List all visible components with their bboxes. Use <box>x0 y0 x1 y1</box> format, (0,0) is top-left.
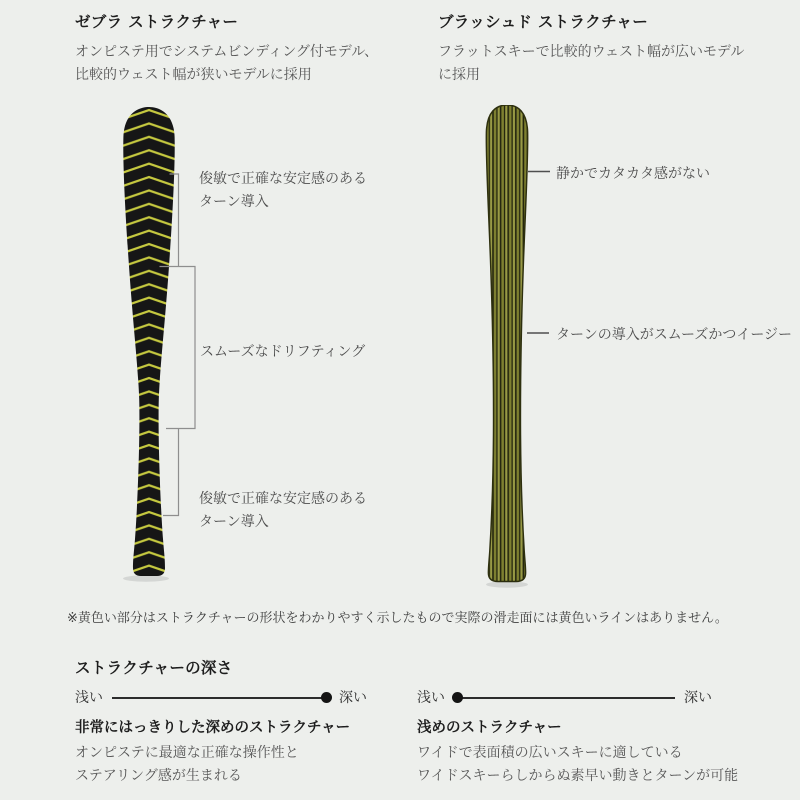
depth-brushed-subtitle: 浅めのストラクチャー <box>417 720 562 736</box>
zebra-ski-graphic <box>120 107 178 577</box>
brushed-annotation-bottom <box>556 324 792 347</box>
brushed-description <box>438 41 778 86</box>
zebra-annotation-top-line2: ターン導入 <box>199 194 269 210</box>
depth-brushed-dot-shallow <box>452 692 463 703</box>
depth-brushed-shallow-label: 浅い <box>417 690 445 706</box>
depth-brushed-body-line2: ワイドスキーらしからぬ素早い動きとターンが可能 <box>417 768 739 784</box>
zebra-annotation-bottom-line2: ターン導入 <box>199 514 269 530</box>
brushed-description-line1: フラットスキーで比較的ウェスト幅が広いモデル <box>438 44 745 60</box>
depth-zebra-column <box>75 690 367 788</box>
depth-zebra-dot-deep <box>321 692 332 703</box>
depth-zebra-track <box>112 697 330 699</box>
depth-brushed-track <box>454 697 675 699</box>
depth-zebra-subtitle: 非常にはっきりした深めのストラクチャー <box>75 720 351 736</box>
zebra-annotation-bottom <box>199 488 367 534</box>
zebra-description-line1: オンピステ用でシステムビンディング付モデル、 <box>75 44 379 60</box>
depth-brushed-body-line1: ワイドで表面積の広いスキーに適している <box>417 745 683 761</box>
brushed-annotation-top <box>556 163 710 186</box>
depth-brushed-column <box>417 690 739 788</box>
zebra-annotation-middle-line: スムーズなドリフティング <box>200 344 366 360</box>
zebra-header <box>75 10 425 86</box>
brushed-ski-base <box>486 105 527 582</box>
zebra-annotation-middle <box>200 341 365 364</box>
depth-zebra-body <box>75 742 367 788</box>
brushed-header <box>438 10 778 86</box>
depth-zebra-shallow-label: 浅い <box>75 690 103 706</box>
depth-zebra-scale <box>75 690 367 706</box>
brushed-ski-graphic <box>485 105 529 583</box>
brushed-description-line2: に採用 <box>438 66 480 83</box>
depth-section-title: ストラクチャーの深さ <box>75 659 233 677</box>
depth-zebra-body-line2: ステアリング感が生まれる <box>75 768 242 784</box>
zebra-ski-base <box>123 107 174 576</box>
depth-zebra-deep-label: 深い <box>339 690 367 706</box>
color-footnote: ※黄色い部分はストラクチャーの形状をわかりやすく示したもので実際の滑走面には黄色いラインはありません。 <box>67 611 728 626</box>
zebra-title: ゼブラ ストラクチャー <box>75 13 239 31</box>
depth-brushed-deep-label: 深い <box>684 690 712 706</box>
brushed-title: ブラッシュド ストラクチャー <box>438 13 649 31</box>
depth-brushed-scale <box>417 690 712 706</box>
zebra-annotation-top <box>199 168 367 214</box>
brushed-annotation-bottom-line: ターンの導入がスムーズかつイージー <box>556 327 793 343</box>
zebra-description <box>75 41 425 86</box>
brushed-annotation-top-line: 静かでカタカタ感がない <box>556 166 710 182</box>
zebra-description-line2: 比較的ウェスト幅が狭いモデルに採用 <box>75 66 312 83</box>
depth-brushed-body <box>417 742 739 788</box>
zebra-annotation-top-line1: 俊敏で正確な安定感のある <box>199 171 367 187</box>
zebra-annotation-bottom-line1: 俊敏で正確な安定感のある <box>199 491 367 507</box>
depth-zebra-body-line1: オンピステに最適な正確な操作性と <box>75 745 299 761</box>
